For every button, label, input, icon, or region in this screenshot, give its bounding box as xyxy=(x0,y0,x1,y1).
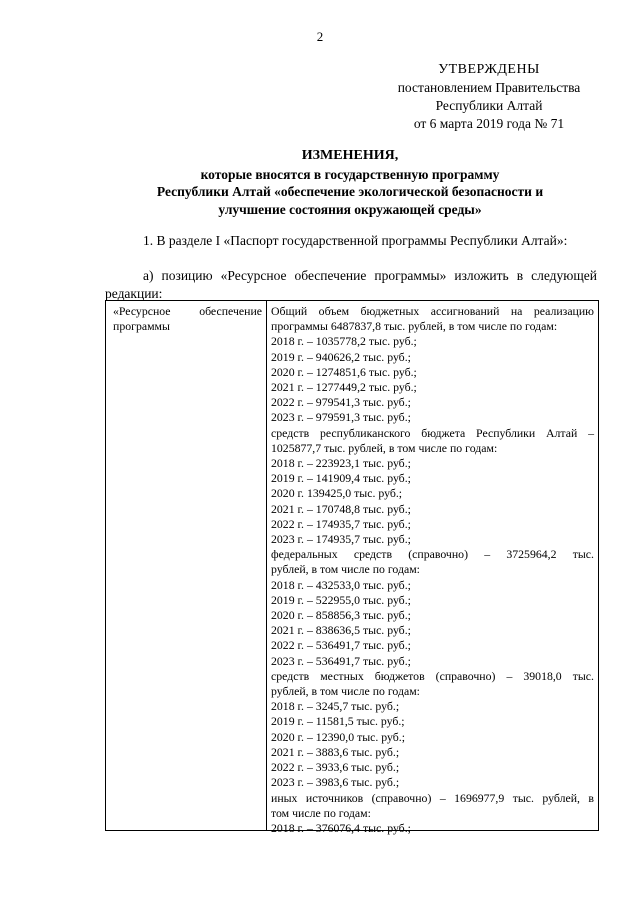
table-line: средств республиканского бюджета Республики Алтай – xyxy=(271,425,594,440)
table-line: 2022 г. – 536491,7 тыс. руб.; xyxy=(271,638,411,653)
title-line: улучшение состояния окружающей среды» xyxy=(218,201,482,217)
table-line: 2023 г. – 174935,7 тыс. руб.; xyxy=(271,532,411,547)
table-line: 2019 г. – 522955,0 тыс. руб.; xyxy=(271,592,411,607)
table-line: 2018 г. – 376076,4 тыс. руб.; xyxy=(271,820,411,835)
table-line: том числе по годам: xyxy=(271,805,371,820)
table-line: 2019 г. – 11581,5 тыс. руб.; xyxy=(271,714,405,729)
approval-line: постановлением Правительства xyxy=(397,80,581,95)
title-heading: ИЗМЕНЕНИЯ, xyxy=(301,148,399,163)
table-line: средств местных бюджетов (справочно) – 39018,0 тыс. xyxy=(271,668,594,683)
table-line: 2018 г. – 1035778,2 тыс. руб.; xyxy=(271,334,417,349)
paragraph-section-1: 1. В разделе I «Паспорт государственной программы Республики Алтай»: xyxy=(143,233,568,248)
resource-table xyxy=(105,300,599,835)
table-line: программы 6487837,8 тыс. рублей, в том числе по годам: xyxy=(271,319,558,334)
table-label-cell: «Ресурсное обеспечение программы xyxy=(106,301,267,830)
table-line: федеральных средств (справочно) – 3725964,2 тыс. xyxy=(271,547,594,562)
table-line: 2023 г. – 979591,3 тыс. руб.; xyxy=(271,410,411,425)
table-line: 2022 г. – 3933,6 тыс. руб.; xyxy=(271,760,400,775)
table-line: иных источников (справочно) – 1696977,9 тыс. рублей, в xyxy=(271,790,594,805)
title-line: Республики Алтай «обеспечение экологической безопасности и xyxy=(156,184,544,199)
table-line: 2018 г. – 223923,1 тыс. руб.; xyxy=(271,456,411,471)
table-value-cell xyxy=(267,301,598,836)
table-line: 2020 г. – 12390,0 тыс. руб.; xyxy=(271,729,406,744)
table-line: 2018 г. – 3245,7 тыс. руб.; xyxy=(271,699,400,714)
table-line: 2021 г. – 3883,6 тыс. руб.; xyxy=(271,744,400,759)
page-number: 2 xyxy=(316,29,324,44)
table-line: рублей, в том числе по годам: xyxy=(271,684,420,699)
table-line: 2020 г. – 1274851,6 тыс. руб.; xyxy=(271,364,417,379)
title-line: которые вносятся в государственную программу xyxy=(200,166,500,182)
table-line: 2021 г. – 1277449,2 тыс. руб.; xyxy=(271,380,417,395)
table-line: 2022 г. – 174935,7 тыс. руб.; xyxy=(271,516,411,531)
table-line: 2019 г. – 141909,4 тыс. руб.; xyxy=(271,471,411,486)
table-line: 2021 г. – 170748,8 тыс. руб.; xyxy=(271,501,411,516)
table-line: 2019 г. – 940626,2 тыс. руб.; xyxy=(271,349,411,364)
approval-line: от 6 марта 2019 года № 71 xyxy=(413,116,565,131)
approval-heading: УТВЕРЖДЕНЫ xyxy=(438,62,540,77)
paragraph-item-a: а) позицию «Ресурсное обеспечение программы» изложить в следующей редакции: xyxy=(105,268,597,301)
table-line: 2022 г. – 979541,3 тыс. руб.; xyxy=(271,395,411,410)
approval-line: Республики Алтай xyxy=(435,98,543,113)
approval-stamp xyxy=(372,61,606,133)
table-line: 1025877,7 тыс. рублей, в том числе по годам: xyxy=(271,440,498,455)
table-line: 2020 г. – 858856,3 тыс. руб.; xyxy=(271,608,411,623)
document-title xyxy=(100,147,600,218)
table-line: Общий объем бюджетных ассигнований на реализацию xyxy=(271,304,594,318)
table-line: рублей, в том числе по годам: xyxy=(271,562,420,577)
table-line: 2023 г. – 3983,6 тыс. руб.; xyxy=(271,775,400,790)
table-line: 2021 г. – 838636,5 тыс. руб.; xyxy=(271,623,411,638)
table-line: 2018 г. – 432533,0 тыс. руб.; xyxy=(271,577,411,592)
table-line: 2020 г. 139425,0 тыс. руб.; xyxy=(271,486,403,501)
table-line: 2023 г. – 536491,7 тыс. руб.; xyxy=(271,653,411,668)
